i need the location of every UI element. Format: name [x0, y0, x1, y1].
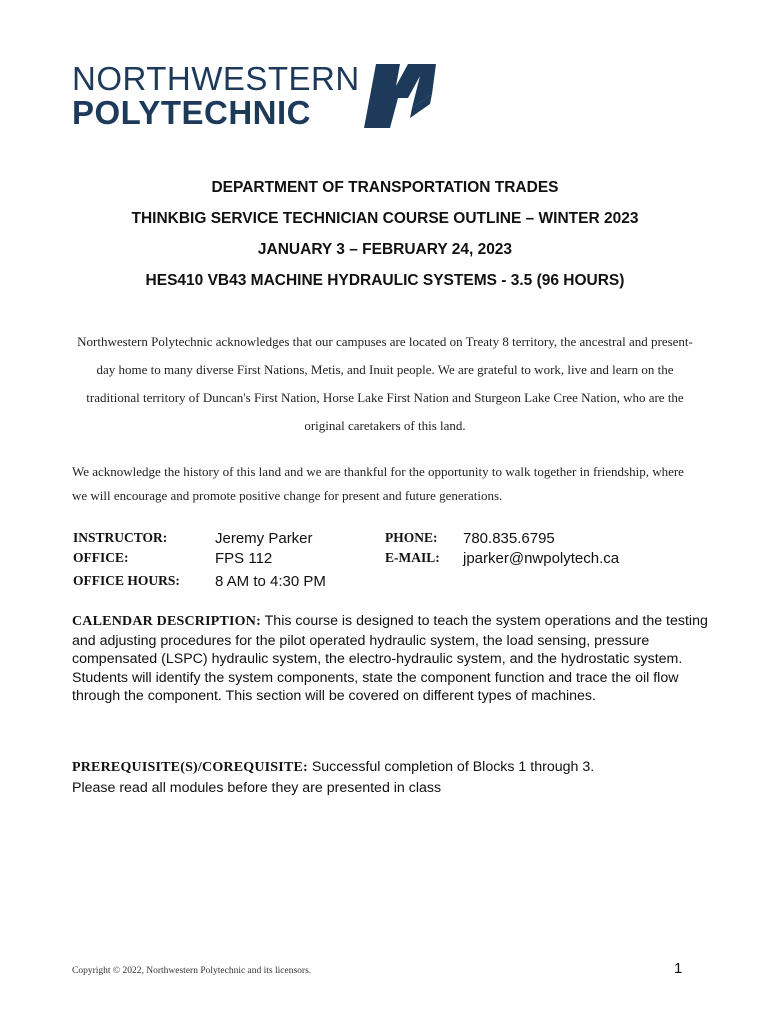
- phone-label: PHONE:: [385, 530, 438, 545]
- northwestern-polytechnic-logo: [72, 62, 452, 134]
- np-logo-mark-icon: [360, 64, 436, 128]
- calendar-description-text: This course is designed to teach the system operations and the testing and adjusting procedures for the pilot operated hydraulic system, the load sensing, pressure compensated (LSPC) hydraulic system, the electro-hydraulic system, and the hydrostatic system. Students will identify the system components, state the component function and trace the oil flow through the component. This section will be covered on different types of machines.: [72, 613, 708, 704]
- prerequisite-note: Please read all modules before they are presented in class: [72, 780, 442, 796]
- land-acknowledgement: Northwestern Polytechnic acknowledges that our campuses are located on Treaty 8 territory, the ancestral and present-day home to many diverse First Nations, Metis, and Inuit people. We are grateful to work, live and learn on the traditional territory of Duncan's First Nation, Horse Lake First Nation and Sturgeon Lake Cree Nation, who are the original caretakers of this land.: [77, 334, 693, 433]
- prerequisite-label: PREREQUISITE(S)/COREQUISITE:: [72, 760, 308, 775]
- office-value: FPS 112: [215, 550, 273, 567]
- date-range-title: JANUARY 3 – FEBRUARY 24, 2023: [257, 241, 513, 258]
- course-code-title: HES410 VB43 MACHINE HYDRAULIC SYSTEMS - 3.5 (96 HOURS): [145, 272, 625, 289]
- copyright-notice: Copyright © 2022, Northwestern Polytechnic and its licensors.: [72, 966, 312, 976]
- page-number: 1: [674, 960, 683, 977]
- office-label: OFFICE:: [73, 550, 129, 565]
- prerequisite-line: [72, 757, 712, 778]
- instructor-name: Jeremy Parker: [215, 530, 313, 547]
- office-hours-value: 8 AM to 4:30 PM: [215, 573, 326, 590]
- contact-info: [73, 528, 693, 594]
- logo-line2: POLYTECHNIC: [72, 94, 311, 131]
- department-title: DEPARTMENT OF TRANSPORTATION TRADES: [211, 179, 559, 196]
- prerequisite-text: Successful completion of Blocks 1 through 3.: [307, 759, 595, 775]
- calendar-description-label: CALENDAR DESCRIPTION:: [72, 614, 261, 629]
- acknowledgement-statement: We acknowledge the history of this land and we are thankful for the opportunity to walk together in friendship, where we will encourage and promote positive change for present and future generations.: [72, 464, 684, 503]
- instructor-label: INSTRUCTOR:: [73, 530, 168, 545]
- prerequisite-section: [72, 757, 712, 799]
- phone-value: 780.835.6795: [463, 530, 555, 547]
- email-link[interactable]: jparker@nwpolytech.ca: [463, 550, 620, 567]
- calendar-description: [72, 612, 712, 706]
- course-outline-title: THINKBIG SERVICE TECHNICIAN COURSE OUTLINE – WINTER 2023: [131, 210, 639, 227]
- document-titles: [40, 178, 730, 302]
- office-hours-label: OFFICE HOURS:: [73, 573, 180, 588]
- email-label: E-MAIL:: [385, 550, 440, 565]
- logo-line1: NORTHWESTERN: [72, 60, 360, 97]
